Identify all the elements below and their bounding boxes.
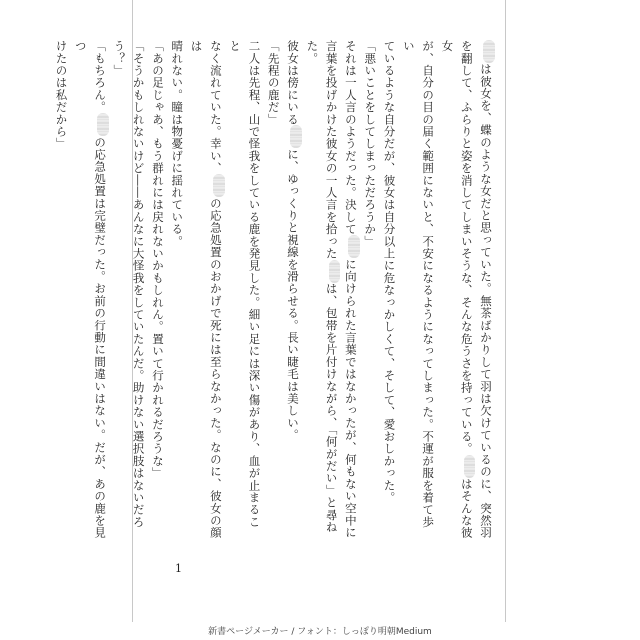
text-segment: 「悪いことをしてしまっただろうか」 xyxy=(363,40,378,248)
redacted-name xyxy=(329,260,341,283)
text-segment: 晴れない。瞳は物憂げに揺れている。 xyxy=(170,40,185,248)
page-body-text xyxy=(54,40,495,540)
text-line xyxy=(263,40,282,540)
text-segment: 「あの足じゃあ、もう群れには戻れないかもしれん。置いて行かれるだろうな」 xyxy=(150,40,165,480)
text-segment: に向けられた言葉ではなかったが、何もない空中に xyxy=(343,258,358,539)
text-segment: ているような自分だが、彼女は自分以上に危なっかしくて、そして、愛おしかった。 xyxy=(382,40,397,504)
text-segment: 二人は先程、山で怪我をしている鹿を発見した。細い足には深い傷があり、血が止まること xyxy=(228,40,262,528)
text-line xyxy=(148,40,167,540)
text-segment: けたのは私だから」 xyxy=(54,40,69,150)
text-segment: 言葉を投げかけた彼女の一人言を拾った xyxy=(324,40,339,260)
text-segment: 「そうかもしれないけど――あんなに大怪我をしていたんだ。助けない選択肢はないだろう？」 xyxy=(112,40,146,528)
redacted-name xyxy=(483,40,495,63)
footer-credit: 新書ページメーカー / フォント：しっぽり明朝Medium xyxy=(208,627,432,637)
text-segment: が、自分の目の届く範囲にないと、不安になるようになってしまった。不運が服を着て歩い xyxy=(401,40,436,528)
text-segment: 「先程の鹿だ」 xyxy=(266,40,281,126)
text-line xyxy=(167,40,186,540)
text-line xyxy=(399,40,438,540)
book-page xyxy=(54,0,506,622)
text-segment: の応急処置のおかげで死には至らなかった。なのに、彼女の顔は xyxy=(189,40,223,539)
text-line xyxy=(360,40,379,540)
text-line xyxy=(283,40,302,540)
text-line xyxy=(476,40,495,540)
text-line xyxy=(70,40,109,540)
text-segment: それは一人言のようだった。決して xyxy=(343,40,358,236)
text-line xyxy=(302,40,341,540)
text-line xyxy=(186,40,225,540)
text-line xyxy=(109,40,148,540)
redacted-name xyxy=(290,125,302,148)
redacted-name xyxy=(464,455,476,478)
redacted-name xyxy=(97,113,109,136)
text-segment: の応急処置は完璧だった。お前の行動に間違いはない。だが、あの鹿を見つ xyxy=(73,40,108,539)
text-line xyxy=(225,40,264,540)
text-segment: はそんな彼女 xyxy=(440,40,474,539)
text-line xyxy=(379,40,398,540)
text-segment: は、包帯を片付けながら、「何がだい」と尋ねた。 xyxy=(305,40,339,534)
text-segment: 「もちろん。 xyxy=(93,40,108,114)
text-line xyxy=(341,40,360,540)
text-segment: に、ゆっくりと視線を滑らせる。長い睫毛は美しい。 xyxy=(286,148,301,442)
page-number: 1 xyxy=(175,562,182,575)
text-line xyxy=(51,40,70,540)
text-segment: なく流れていた。幸い、 xyxy=(208,40,223,175)
text-segment: は彼女を、蝶のような女だと思っていた。無茶ばかりして羽は欠けているのに、突然羽 xyxy=(479,63,493,539)
text-line xyxy=(437,40,476,540)
redacted-name xyxy=(213,174,225,197)
redacted-name xyxy=(348,235,360,258)
text-segment: 彼女は傍にいる xyxy=(286,40,301,126)
text-segment: を翻して、ふらりと姿を消してしまいそうな、そんな危うさを持っている。 xyxy=(459,40,474,455)
